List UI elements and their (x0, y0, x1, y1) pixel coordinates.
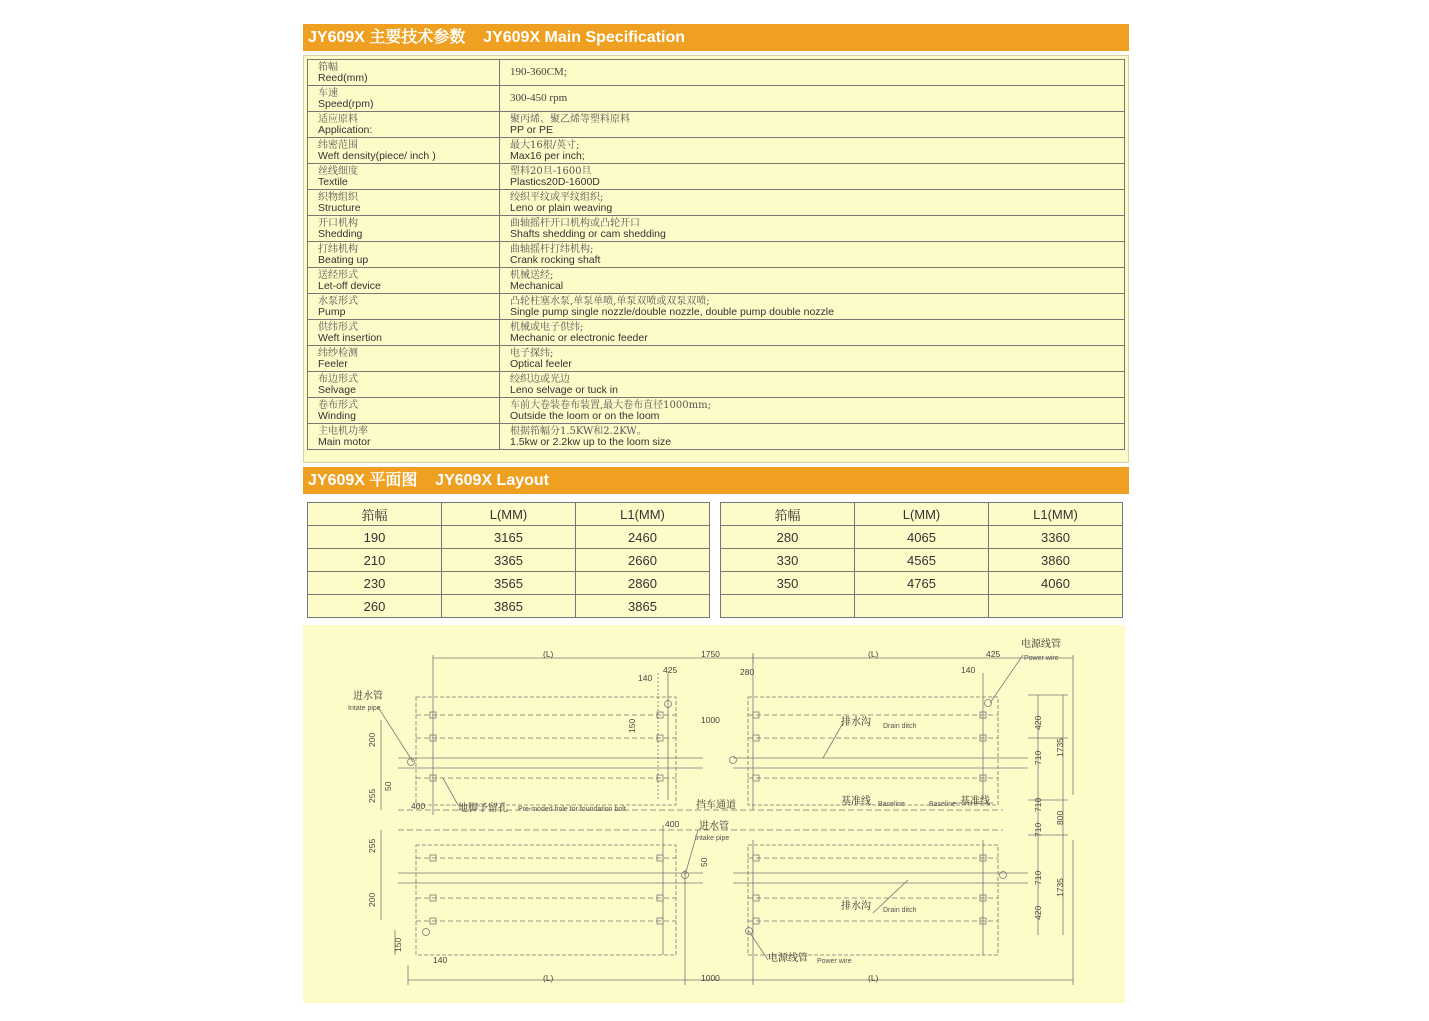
layout-header-cell: L1(MM) (989, 503, 1123, 526)
spec-key-zh: 供纬形式 (318, 321, 358, 333)
aisle-zh: 挡车通道 (696, 800, 736, 811)
spec-value (500, 216, 1125, 242)
spec-value-en: Leno selvage or tuck in (510, 383, 618, 396)
layout-cell: 190 (308, 526, 442, 549)
spec-value-en: Plastics20D-1600D (510, 175, 600, 188)
layout-header-cell: L1(MM) (576, 503, 710, 526)
spec-value-zh: 机械送经; (510, 269, 554, 281)
layout-cell: 4060 (989, 572, 1123, 595)
spec-key-en: Beating up (318, 253, 369, 266)
layout-cell: 2460 (576, 526, 710, 549)
intake-en-top: Intate pipe (348, 705, 381, 712)
spec-value-en: Mechanic or electronic feeder (510, 331, 648, 344)
layout-header-row (721, 503, 1123, 526)
dim-280: 280 (740, 667, 755, 677)
layout-cell: 3865 (576, 595, 710, 618)
baseline-zh-right: 基准线 (960, 796, 990, 807)
spec-banner (303, 24, 1129, 51)
spec-value-en: Shafts shedding or cam shedding (510, 227, 666, 240)
spec-key-zh: 打纬机构 (318, 243, 358, 255)
layout-cell: 3365 (442, 549, 576, 572)
dim-425-right: 425 (986, 649, 1001, 659)
spec-row (308, 320, 1125, 346)
layout-cell: 3865 (442, 595, 576, 618)
dim-50-bottom: 50 (699, 857, 709, 867)
spec-table (307, 59, 1125, 450)
spec-key-en: Selvage (318, 383, 356, 396)
spec-value (500, 372, 1125, 398)
dim-200-bottom: 200 (367, 892, 377, 907)
dim-1735-bottom: 1735 (1055, 878, 1065, 897)
spec-value-en: Outside the loom or on the loom (510, 409, 660, 422)
layout-cell: 350 (721, 572, 855, 595)
spec-row (308, 112, 1125, 138)
layout-cell: 3360 (989, 526, 1123, 549)
layout-row (308, 595, 710, 618)
spec-value-zh: 曲轴摇杆打纬机构; (510, 243, 594, 255)
spec-key-en: Shedding (318, 227, 363, 240)
power-wire-zh-bottom: 电源线管 (768, 953, 808, 964)
spec-key (308, 86, 500, 112)
spec-row (308, 398, 1125, 424)
spec-key (308, 164, 500, 190)
spec-key-en: Textile (318, 175, 348, 188)
spec-value-zh: 绞织边或光边 (510, 373, 570, 385)
spec-row (308, 164, 1125, 190)
spec-value (500, 320, 1125, 346)
dim-255-top: 255 (367, 788, 377, 803)
spec-value-zh: 机械或电子供纬; (510, 321, 584, 333)
spec-key-en: Weft insertion (318, 331, 382, 344)
spec-value-en: PP or PE (510, 123, 553, 136)
spec-row (308, 86, 1125, 112)
layout-cell: 2860 (576, 572, 710, 595)
dim-l-bottom-left: (L) (543, 973, 554, 983)
power-wire-en-bottom: Power wire (817, 958, 852, 965)
spec-row (308, 372, 1125, 398)
dim-l-top-right: (L) (868, 649, 879, 659)
layout-row (308, 526, 710, 549)
spec-key-en: Let-off device (318, 279, 381, 292)
spec-key-en: Structure (318, 201, 361, 214)
dim-400-left: 400 (411, 801, 426, 811)
spec-key-en: Reed(mm) (318, 71, 368, 84)
spec-value (500, 86, 1125, 112)
layout-banner-zh: JY609X 平面图 (308, 472, 418, 489)
layout-cell: 2660 (576, 549, 710, 572)
spec-key-en: Speed(rpm) (318, 97, 374, 110)
layout-header-cell: L(MM) (442, 503, 576, 526)
spec-value-en: Mechanical (510, 279, 564, 292)
spec-value (500, 424, 1125, 450)
layout-cell: 3860 (989, 549, 1123, 572)
dim-710-bottom: 710 (1033, 870, 1043, 885)
spec-row (308, 138, 1125, 164)
layout-row (721, 572, 1123, 595)
spec-key-zh: 布边形式 (318, 373, 358, 385)
dim-255-bottom: 255 (367, 838, 377, 853)
spec-value (500, 242, 1125, 268)
spec-value-en: 300-450 rpm (510, 92, 568, 104)
intake-en-bottom: Intake pipe (695, 835, 730, 842)
layout-table-right (720, 502, 1123, 618)
spec-value-en: 1.5kw or 2.2kw up to the loom size (510, 435, 672, 448)
layout-cell: 4065 (855, 526, 989, 549)
layout-row (308, 572, 710, 595)
spec-row (308, 60, 1125, 86)
spec-value-zh: 凸轮柱塞水泵,单泵单喷,单泵双喷或双泵双喷; (510, 295, 710, 307)
layout-header-cell: 筘幅 (721, 503, 855, 526)
layout-drawing-lines (303, 625, 1125, 1003)
spec-key-zh: 送经形式 (318, 269, 358, 281)
spec-panel (303, 55, 1129, 463)
spec-row (308, 424, 1125, 450)
spec-key (308, 138, 500, 164)
spec-banner-en: JY609X Main Specification (483, 29, 686, 46)
layout-row (721, 549, 1123, 572)
foundation-hole-zh: 地脚予留孔 (458, 803, 508, 814)
dim-800: 800 (1055, 810, 1065, 825)
spec-key (308, 372, 500, 398)
spec-key-zh: 开口机构 (318, 217, 358, 229)
layout-cell (855, 595, 989, 618)
dim-140-right: 140 (961, 665, 976, 675)
spec-key-en: Pump (318, 305, 346, 318)
spec-key (308, 424, 500, 450)
spec-key-en: Feeler (318, 357, 348, 370)
layout-cell: 330 (721, 549, 855, 572)
spec-value-zh: 最大16根/英寸; (510, 139, 580, 151)
layout-row (721, 526, 1123, 549)
spec-value-en: 190-360CM; (510, 66, 567, 78)
intake-zh-top: 进水管 (353, 691, 383, 702)
dim-140-bottom: 140 (433, 955, 448, 965)
dim-400-center: 400 (665, 819, 680, 829)
layout-cell: 4765 (855, 572, 989, 595)
spec-row (308, 294, 1125, 320)
layout-row (308, 549, 710, 572)
spec-key-zh: 车速 (318, 87, 338, 99)
spec-value (500, 60, 1125, 86)
spec-value-zh: 绞织平纹或平纹组织; (510, 191, 604, 203)
spec-key (308, 60, 500, 86)
spec-value-en: Max16 per inch; (510, 149, 585, 162)
spec-value-en: Optical feeler (510, 357, 572, 370)
spec-value (500, 346, 1125, 372)
layout-cell: 3565 (442, 572, 576, 595)
dim-150-bottom: 150 (393, 937, 403, 952)
spec-key (308, 294, 500, 320)
spec-key (308, 346, 500, 372)
spec-value (500, 164, 1125, 190)
drain-zh-top: 排水沟 (841, 717, 871, 728)
spec-row (308, 346, 1125, 372)
layout-header-cell: 筘幅 (308, 503, 442, 526)
dim-150-top: 150 (627, 718, 637, 733)
dim-l-bottom-right: (L) (868, 973, 879, 983)
layout-header-cell: L(MM) (855, 503, 989, 526)
layout-cell: 280 (721, 526, 855, 549)
spec-key-zh: 筘幅 (318, 61, 338, 73)
spec-value-zh: 根据筘幅分1.5KW和2.2KW。 (510, 425, 647, 437)
dim-140-left: 140 (638, 673, 653, 683)
intake-zh-bottom: 进水管 (699, 821, 729, 832)
spec-value (500, 294, 1125, 320)
layout-cell: 260 (308, 595, 442, 618)
dim-1735-top: 1735 (1055, 738, 1065, 757)
spec-value (500, 138, 1125, 164)
spec-key (308, 398, 500, 424)
dim-l-top-left: (L) (543, 649, 554, 659)
dim-1000-bottom: 1000 (701, 973, 720, 983)
dim-1000-top: 1000 (701, 715, 720, 725)
drain-en-top: Drain ditch (883, 723, 917, 730)
spec-value (500, 190, 1125, 216)
layout-drawing (303, 625, 1125, 1003)
spec-value-zh: 曲轴摇杆开口机构或凸轮开口 (510, 217, 640, 229)
spec-key-zh: 主电机功率 (318, 425, 368, 437)
spec-value-zh: 聚丙烯、聚乙烯等塑料原料 (510, 113, 630, 125)
spec-key-zh: 织物组织 (318, 191, 358, 203)
spec-row (308, 190, 1125, 216)
baseline-en-left: Baseline (878, 801, 905, 808)
spec-key-en: Application: (318, 123, 373, 136)
spec-key (308, 242, 500, 268)
drain-en-bottom: Drain ditch (883, 907, 917, 914)
dim-50-top: 50 (383, 781, 393, 791)
spec-value-zh: 车前大卷装卷布装置,最大卷布直径1000mm; (510, 399, 711, 411)
layout-banner-en: JY609X Layout (435, 472, 549, 489)
layout-cell: 210 (308, 549, 442, 572)
spec-value (500, 268, 1125, 294)
spec-value-zh: 塑料20旦-1600旦 (510, 165, 592, 177)
spec-key-zh: 纬密范围 (318, 139, 358, 151)
spec-value-en: Single pump single nozzle/double nozzle, double pump double nozzle (510, 305, 834, 318)
dim-1750: 1750 (701, 649, 720, 659)
spec-key (308, 320, 500, 346)
spec-row (308, 242, 1125, 268)
spec-value-zh: 电子探纬; (510, 347, 554, 359)
dim-420-top: 420 (1033, 715, 1043, 730)
dim-200-top: 200 (367, 732, 377, 747)
spec-value-en: Crank rocking shaft (510, 253, 601, 266)
layout-banner (303, 467, 1129, 494)
spec-key (308, 190, 500, 216)
spec-key-en: Winding (318, 409, 356, 422)
drain-zh-bottom: 排水沟 (841, 901, 871, 912)
spec-key-en: Main motor (318, 435, 371, 448)
dim-710-mid-a: 710 (1033, 797, 1043, 812)
layout-cell (721, 595, 855, 618)
spec-key-zh: 卷布形式 (318, 399, 358, 411)
layout-cell: 3165 (442, 526, 576, 549)
spec-key-zh: 纬纱检测 (318, 347, 358, 359)
spec-value (500, 398, 1125, 424)
spec-value-en: Leno or plain weaving (510, 201, 613, 214)
dim-710-top: 710 (1033, 750, 1043, 765)
foundation-hole-en: Pre-moded hole for foundation bolt (518, 806, 626, 813)
layout-table-left (307, 502, 710, 618)
baseline-zh-left: 基准线 (841, 796, 871, 807)
spec-key-en: Weft density(piece/ inch ) (318, 149, 436, 162)
dim-420-bottom: 420 (1033, 905, 1043, 920)
layout-cell (989, 595, 1123, 618)
dim-710-mid-b: 710 (1033, 822, 1043, 837)
spec-key (308, 268, 500, 294)
power-wire-zh-top: 电源线管 (1021, 639, 1061, 650)
spec-key (308, 112, 500, 138)
spec-key-zh: 适应原料 (318, 113, 358, 125)
power-wire-en-top: Power wire (1024, 655, 1059, 662)
spec-key-zh: 水泵形式 (318, 295, 358, 307)
spec-row (308, 216, 1125, 242)
spec-row (308, 268, 1125, 294)
baseline-en-right: Baseline (929, 801, 956, 808)
spec-banner-zh: JY609X 主要技术参数 (308, 29, 466, 46)
spec-value (500, 112, 1125, 138)
layout-cell: 4565 (855, 549, 989, 572)
layout-row (721, 595, 1123, 618)
layout-header-row (308, 503, 710, 526)
spec-key (308, 216, 500, 242)
spec-key-zh: 丝线细度 (318, 165, 358, 177)
layout-cell: 230 (308, 572, 442, 595)
dim-425-left: 425 (663, 665, 678, 675)
